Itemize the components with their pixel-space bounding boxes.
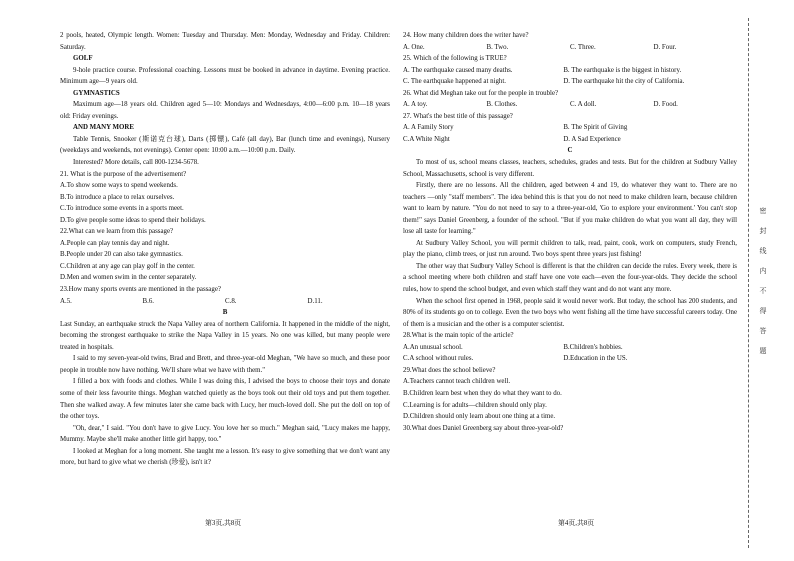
q25-option-c: C. The earthquake happened at night. xyxy=(403,78,507,86)
question-21: 21. What is the purpose of the advertisement? xyxy=(60,170,187,178)
right-column xyxy=(403,30,737,434)
question-22: 22.What can we learn from this passage? xyxy=(60,228,174,236)
q24-option-c: C. Three. xyxy=(570,43,596,51)
q28-options-row1 xyxy=(403,342,737,354)
q29-option-d: D.Children should only learn about one thing at a time. xyxy=(403,413,556,421)
q23-option-a: A.5. xyxy=(60,297,72,305)
q21-option-b: B.To introduce a place to relax ourselves. xyxy=(60,193,175,201)
seal-char: 得 xyxy=(759,306,767,315)
pools-text: 2 pools, heated, Olympic length. Women: Tuesday and Thursday. Men: Monday, Wednesday and Friday. Children: Saturday. xyxy=(60,32,390,51)
gymnastics-heading: GYMNASTICS xyxy=(73,89,120,97)
passage-c-p4: The other way that Sudbury Valley School is different is that the children can decide the rules. Every week, there is a school meeting where both children and staff have one vote each—even the four-year-olds. They decide the school rules, how to spend the school budget, and even which staff they want and do not want any more. xyxy=(403,262,737,294)
q26-option-d: D. Food. xyxy=(653,101,678,109)
q27-option-c: C.A White Night xyxy=(403,135,450,143)
section-c-label: C xyxy=(567,147,573,155)
q21-option-a: A.To show some ways to spend weekends. xyxy=(60,182,178,190)
q28-option-b: B.Children's hobbies. xyxy=(563,343,623,351)
passage-b-p4: "Oh, dear," I said. "You don't have to give Lucy. You love her so much." Meghan said, "Lucy makes me happy, Mummy. Maybe she'll make another little girl happy, too." xyxy=(60,424,390,444)
passage-b-p5: I looked at Meghan for a long moment. She taught me a lesson. It's easy to give something that we don't want any more, but hard to give what we cherish (珍爱), isn't it? xyxy=(60,447,390,467)
q27-option-a: A. A Family Story xyxy=(403,124,454,132)
question-27: 27. What's the best title of this passage? xyxy=(403,112,513,120)
passage-c-p5: When the school first opened in 1968, people said it would never work. But today, the school has 200 students, and 80% of its students go on to college. Even the two boys who went fishing all the time have successful careers today. One of them is a musician and the other is a computer scientist. xyxy=(403,297,737,328)
golf-heading: GOLF xyxy=(73,55,93,63)
seal-char: 线 xyxy=(759,246,767,255)
gymnastics-text: Maximum age—18 years old. Children aged 5—10: Mondays and Wednesdays, 4:00—6:00 p.m. 10—18 years old: Friday evenings. xyxy=(60,101,390,120)
question-29: 29.What does the school believe? xyxy=(403,366,496,374)
q27-options-row1 xyxy=(403,122,737,134)
q25-option-a: A. The earthquake caused many deaths. xyxy=(403,66,513,74)
seal-char: 不 xyxy=(759,286,767,295)
q21-option-c: C.To introduce some events in a sports meet. xyxy=(60,205,184,213)
page-number-right: 第4页,共8页 xyxy=(558,520,595,527)
golf-text: 9-hole practice course. Professional coaching. Lessons must be booked in advance in daytime. Evening practice. Minimum age—9 years old. xyxy=(60,66,390,86)
q27-option-b: B. The Spirit of Giving xyxy=(563,124,628,132)
q26-option-b: B. Clothes. xyxy=(486,101,518,109)
seal-char: 内 xyxy=(759,266,767,275)
left-column xyxy=(60,30,390,469)
q29-option-c: C.Learning is for adults—children should only play. xyxy=(403,401,547,409)
more-heading: AND MANY MORE xyxy=(73,124,134,132)
q24-options xyxy=(403,42,737,54)
seal-line-notice xyxy=(756,0,770,561)
q27-option-d: D. A Sad Experience xyxy=(563,135,621,143)
q26-option-c: C. A doll. xyxy=(570,101,597,109)
section-b-label: B xyxy=(222,309,228,317)
question-23: 23.How many sports events are mentioned in the passage? xyxy=(60,286,221,294)
question-24: 24. How many children does the writer have? xyxy=(403,32,529,39)
interested-text: Interested? More details, call 800-1234-5678. xyxy=(73,159,199,167)
q26-options xyxy=(403,99,737,111)
q24-option-a: A. One. xyxy=(403,43,425,51)
question-26: 26. What did Meghan take out for the people in trouble? xyxy=(403,89,559,97)
q22-option-a: A.People can play tennis day and night. xyxy=(60,239,170,247)
q24-option-b: B. Two. xyxy=(486,43,509,51)
passage-b-p3: I filled a box with foods and clothes. While I was doing this, I advised the boys to choose their toys and donate some of their less favourite things. Meghan watched quietly as the boys took out their old toys and put them together. Then she walked away. A few minutes later she came back with Lucy, her much-loved doll. She put the doll on top of the other toys. xyxy=(60,378,390,421)
seal-char: 题 xyxy=(759,346,767,355)
question-28: 28.What is the main topic of the article? xyxy=(403,332,514,340)
q29-option-b: B.Children learn best when they do what they want to do. xyxy=(403,389,562,397)
q26-option-a: A. A toy. xyxy=(403,101,428,109)
q28-option-a: A.An unusual school. xyxy=(403,343,463,351)
passage-b-p2: I said to my seven-year-old twins, Brad and Brett, and three-year-old Meghan, "We have so much, and these poor people in trouble now have nothing. We'll share what we have with them." xyxy=(60,355,390,374)
seal-line xyxy=(748,18,749,548)
q25-options-row1 xyxy=(403,65,737,77)
q28-option-d: D.Education in the US. xyxy=(563,355,628,363)
seal-char: 封 xyxy=(759,226,767,235)
question-30: 30.What does Daniel Greenberg say about three-year-old? xyxy=(403,424,564,432)
q22-option-b: B.People under 20 can also take gymnastics. xyxy=(60,251,183,259)
q23-options xyxy=(60,296,390,308)
passage-c-p3: At Sudbury Valley School, you will permit children to talk, read, paint, cook, work on computers, study French, play the piano, climb trees, or just run around. Two boys spent three years just fishing! xyxy=(403,239,737,259)
more-text: Table Tennis, Snooker (斯诺克台球), Darts (掷镖), Café (all day), Bar (lunch time and evenings), Nursery (weekdays and weekends, not evenings). Center open: 10:00 a.m.—10:00 p.m. Daily. xyxy=(60,135,390,155)
q23-option-b: B.6. xyxy=(142,297,154,305)
question-25: 25. Which of the following is TRUE? xyxy=(403,55,507,63)
passage-c-p1: To most of us, school means classes, teachers, schedules, grades and tests. But for the children at Sudbury Valley School, Massachusetts, school is very different. xyxy=(403,159,737,178)
q29-option-a: A.Teachers cannot teach children well. xyxy=(403,378,511,386)
seal-char: 密 xyxy=(759,206,767,215)
q25-options-row2 xyxy=(403,76,737,88)
seal-char: 答 xyxy=(759,326,767,335)
passage-c-p2: Firstly, there are no lessons. All the children, aged between 4 and 19, do whatever they want to. There are no teachers —only "staff members". The idea behind this is that you do not need to make children learn, because children want to learn by nature. "You do not need to say to a three-year-old, 'Go to explore your environment.' You can't stop them!" says Daniel Greenberg, a founder of the school. "But if you make children do what you want all day, they will lose all taste for learning." xyxy=(403,182,737,236)
q24-option-d: D. Four. xyxy=(653,43,677,51)
passage-b-p1: Last Sunday, an earthquake struck the Napa Valley area of northern California. It happened in the middle of the night, becoming the strongest earthquake to strike the Napa Valley in 15 years. No one was killed, but many people were treated in hospitals. xyxy=(60,320,390,351)
q23-option-c: C.8. xyxy=(225,297,237,305)
q23-option-d: D.11. xyxy=(307,297,323,305)
page-number-left: 第3页,共8页 xyxy=(205,520,242,527)
q22-option-c: C.Children at any age can play golf in the center. xyxy=(60,262,195,270)
q28-options-row2 xyxy=(403,353,737,365)
q22-option-d: D.Men and women swim in the center separately. xyxy=(60,274,197,282)
q21-option-d: D.To give people some ideas to spend their holidays. xyxy=(60,216,206,224)
q28-option-c: C.A school without rules. xyxy=(403,355,474,363)
q25-option-b: B. The earthquake is the biggest in history. xyxy=(563,66,682,74)
q27-options-row2 xyxy=(403,134,737,146)
q25-option-d: D. The earthquake hit the city of California. xyxy=(563,78,685,86)
